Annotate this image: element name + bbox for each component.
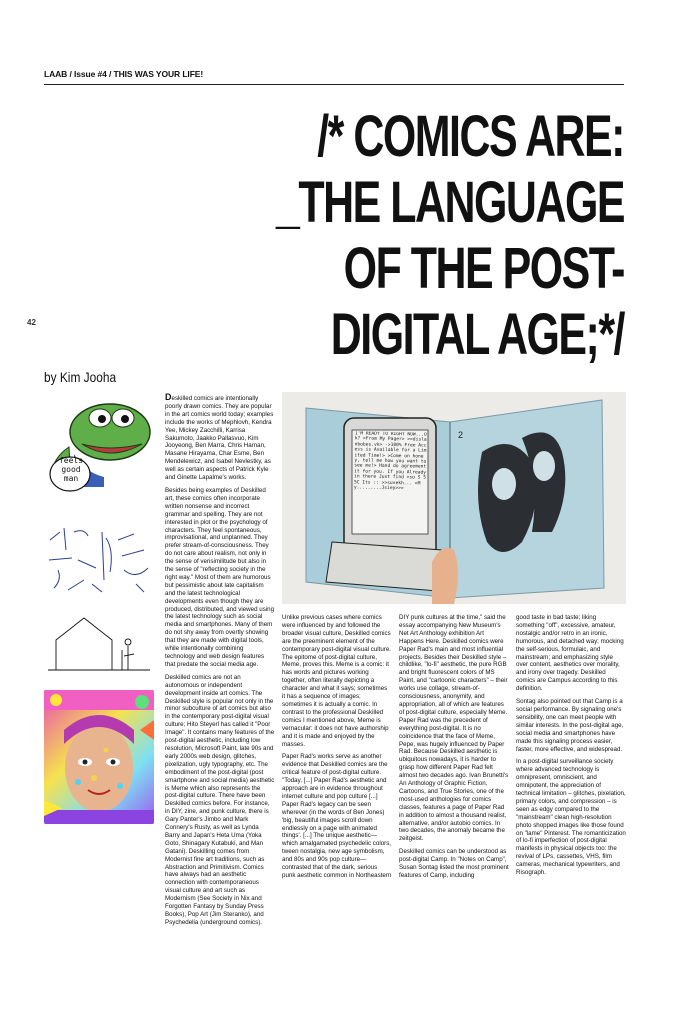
headline-line: _THE LANGUAGE <box>276 170 624 235</box>
face-collage-icon <box>44 690 154 824</box>
paragraph: Sontag also pointed out that Camp is a social performance. By signaling one's sensibility, one can meet people with similar interests. In the post-digital age, social media and smartphones have made this signaling process easier, faster, more effective, and widespread. <box>516 698 624 753</box>
headline-line: /* COMICS ARE: <box>317 104 624 169</box>
pepe-frog-illustration <box>44 392 154 502</box>
paragraph: good taste in bad taste; liking something "off", excessive, amateur, nostalgic and/or retro in an ironic, humorous, and detached way; mocking the self-serious, formulaic, and mainstream; and emphasizing style over content, aesthetics over morality, and irony over tragedy. Deskilled comics are Campus according to this definition. <box>516 614 624 693</box>
paragraph: In a post-digital surveillance society where advanced technology is omnipresent, omniscient, and omnipotent, the appreciation of technical limitation – glitches, pixelation, primary colors, and compression – is seen as edgy compared to the "mainstream" clean high-resolution photo shopped images like those found on "lame" Pinterest. The romanticization of lo-fi imperfection of post-digital manifests in physical objects too: the revival of LPs, cassettes, VHS, film cameras, mechanical typewriters, and Risograph. <box>516 758 626 877</box>
paragraph <box>165 394 275 482</box>
headline-line: OF THE POST- <box>343 236 624 301</box>
headline <box>210 104 624 368</box>
headline-line: DIGITAL AGE;*/ <box>330 302 624 367</box>
zine-page-number: 2 <box>458 430 464 440</box>
article-column-1 <box>165 394 275 932</box>
paragraph: Besides being examples of Deskilled art, these comics often incorporate written nonsense and incorrect grammar and spelling. They are not interested in plot or the psychology of characters. They feel spontaneous, improvisational, and unplanned. They prefer stream-of-consciousness. They do not care about realism, not only in the sense of verisimilitude but also in the sense of "reflecting society in the right way." Most of them are humorous but pessimistic about late capitalism and the latest technological developments even though they are produced, distributed, and viewed using the latest technology such as social media and smartphones. Many of them do not shy away from overtly showing that they are made with digital tools, while intentionally combining technology and web design features that predate the social media age. <box>165 486 275 668</box>
paragraph: Paper Rad's works serve as another evidence that Deskilled comics are the critical feature of post-digital culture. "Today, [...] Paper Rad's aesthetic and approach are in evidence throughout internet culture and pop culture [...] Paper Rad's legacy can be seen wherever (in the words of Ben Jones) 'big, beautiful images scroll down endlessly on a page with animated things'. [...] The unique aesthetic—which amalgamated psychedelic colors, tween nostalgia, new age symbolism, and 80s and 90s pop culture—contrasted that of the dark, serious punk aesthetic common in Northeastern <box>282 753 392 879</box>
scribble-drawing <box>44 520 154 600</box>
scribble-icon <box>44 520 154 600</box>
article-column-2 <box>282 614 392 885</box>
frog-speech-bubble: feels good man <box>58 456 84 483</box>
zine-photo <box>282 392 626 604</box>
collage-face-photo <box>44 690 154 824</box>
paragraph: Unlike previous cases where comics were influenced by and followed the broader visual culture, Deskilled comics are the preeminent element of the contemporary post-digital visual culture. The epitome of post-digital culture, Meme, proves this. Meme is a comic: it has words and pictures working together, often literally depicting a character and what it says; sometimes it has a sequence of images; sometimes it is actually a comic. In contrast to the professional Deskilled comics I mentioned above, Meme is vernacular: it does not have authorship and it is made and enjoyed by the masses. <box>282 614 392 748</box>
paragraph: DIY punk cultures at the time," said the essay accompanying New Museum's Net Art Anthology exhibition Art Happens Here. Deskilled comics were Paper Rad's main and most influential projects. Besides their Deskilled style – childlike, "lo-fi" aesthetic, the pure RGB and bright fluorescent colors of MS Paint, and "cartoonic characters" – their works use collage, stream-of-consciousness, anonymity, and appropriation, all of which are features of post-digital culture, especially Meme. Paper Rad was the precedent of everything post-digital. It is no coincidence that the face of Meme, Pepe, was hugely influenced by Paper Rad. Because Deskilled aesthetic is ubiquitous nowadays, it is harder to grasp how different Paper Rad felt almost two decades ago. Ivan Brunetti's An Anthology of Graphic Fiction, Cartoons, and True Stories, one of the most-used anthologies for comics classes, features a page of Paper Rad in addition to almost a thousand realist, alternative, and/or autobio comics. In two decades, the anomaly became the zeitgeist. <box>399 614 509 843</box>
open-zine-image <box>282 392 626 604</box>
paragraph: Deskilled comics can be understood as post-digital Camp. In "Notes on Camp", Susan Sontag listed the most prominent features of Camp, including <box>399 848 509 879</box>
house-icon <box>44 610 154 680</box>
byline: by Kim Jooha <box>44 369 117 385</box>
page-number: 42 <box>27 318 36 327</box>
paragraph: Deskilled comics are not an autonomous or independent development inside art comics. The Deskilled style is popular not only in the minor subculture of art comics but also in the contemporary post-digital visual culture; Hito Steyerl has called it "Poor Image". It contains many features of the post-digital aesthetic, including low resolution, Microsoft Paint, late 90s and early 2000s web design, glitches, pixelization, ugly typography, etc. The embodiment of the post-digital (post smartphone and social media) aesthetic is Meme which also represents the post-digital culture. There have been Deskilled comics before. For instance, in DIY, zine, and punk culture, there is Gary Panter's Jimbo and Mark Connery's Rusty, as well as Lynda Barry and Japan's Heta Uma (Yoka Goto, Shinagary Kutabuki, and Man Gatani). Deskilling comes from Modernist fine art traditions, such as Abstraction and Primitivism. Comics have always had an aesthetic connection with contemporaneous visual culture and art such as Modernism (See Society in Nix and Forgotten Fantasy by Sunday Press Books), Pop Art (Jim Steranko), and Psychedelia (underground comics). <box>165 673 275 926</box>
article-column-3 <box>399 614 509 885</box>
article-column-4 <box>516 614 626 882</box>
frog-icon <box>44 392 154 502</box>
house-drawing <box>44 610 154 680</box>
paragraph-text: eskilled comics are intentionally poorly drawn comics. They are popular in the art comics world today; examples include the works of Mephlovh, Kendra Yee, Mickey Zacchilli, Karrisa Sakumoto, Jaakko Pallasvuo, Kim Jooyeong, Ben Marra, Chris Harnan, Masane Hirayama, Char Esme, Ben Mendelewicz, and Isabel Nevlestky, as well as certain aspects of Patrick Kyle and Ginette Lapalme's works. <box>165 395 274 482</box>
drop-cap: D <box>165 392 172 402</box>
zine-screen-text: I'M READY TO RIGHT NOW...Ok? >From My Pager> >>dislanbobes.vk> ->100% Free Access is Available for a Limited Time!> >Come on honey, tell me how you want to see me!> Hand do agreement it for you. If you Already in there Just find >so S 55C Its :: >>suvekh... >My.........Jsiey>>> <box>353 431 427 492</box>
issue-header: LAAB / Issue #4 / THIS WAS YOUR LIFE! <box>44 69 624 85</box>
